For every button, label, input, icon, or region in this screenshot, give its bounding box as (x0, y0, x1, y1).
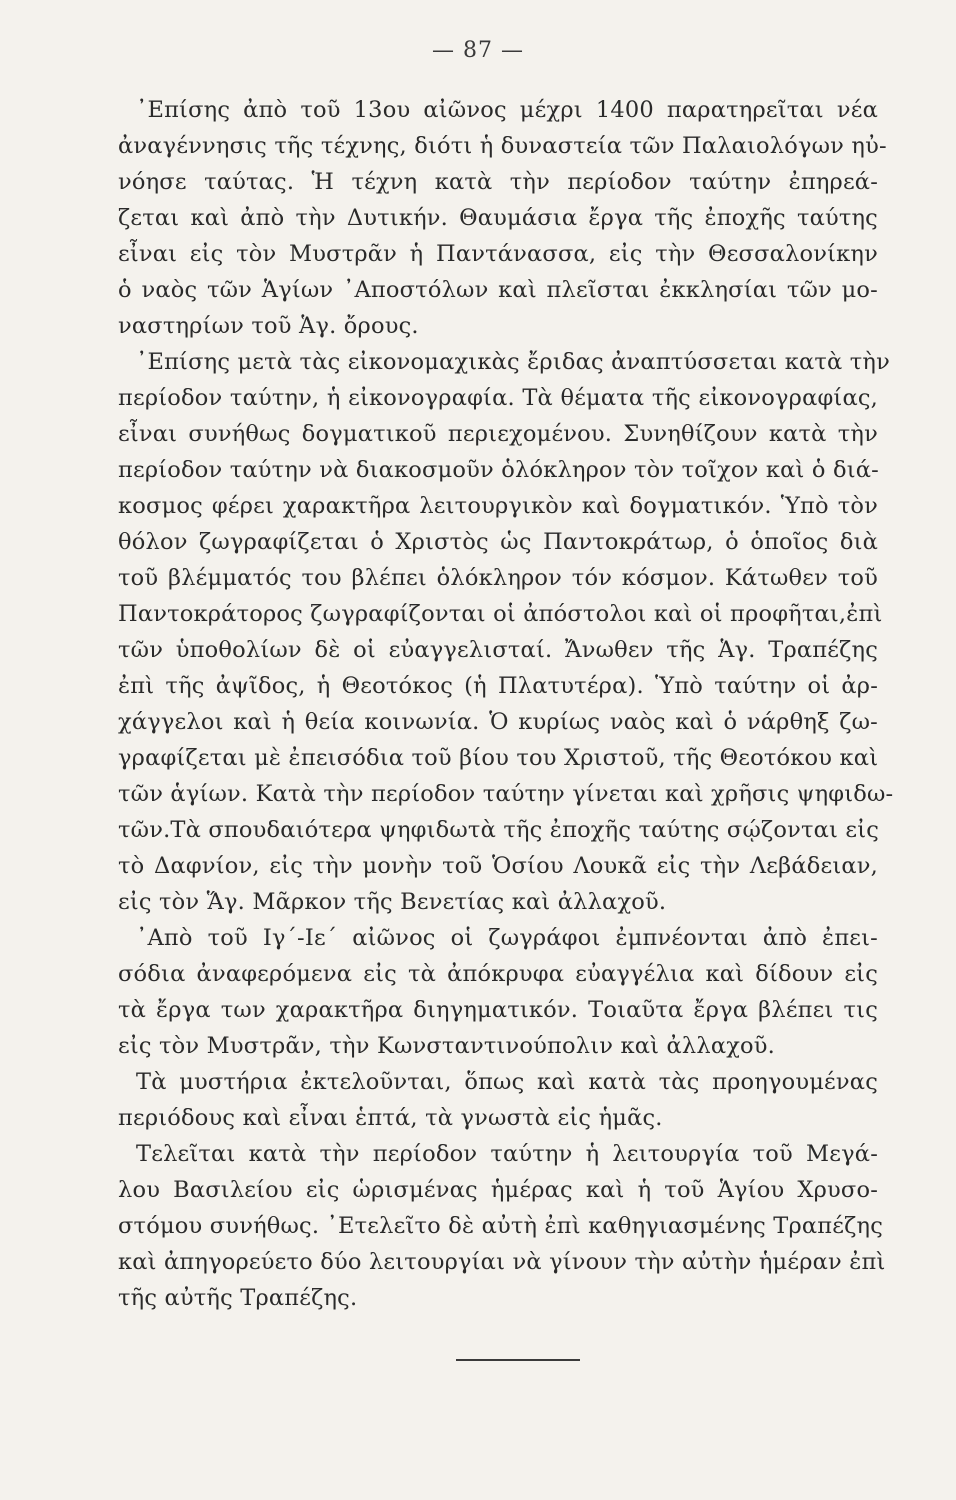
text-line: λου Βασιλείου εἰς ὡρισμένας ἡμέρας καὶ ἡ τοῦ Ἁγίου Χρυσο- (118, 1177, 878, 1203)
section-end-rule (456, 1359, 580, 1361)
text-line: περίοδον ταύτην νὰ διακοσμοῦν ὁλόκληρον τὸν τοῖχον καὶ ὁ διά- (118, 457, 879, 483)
text-line: καὶ ἀπηγορεύετο δύο λειτουργίαι νὰ γίνουν τὴν αὐτὴν ἡμέραν ἐπὶ (118, 1249, 886, 1275)
text-line: ᾿Επίσης μετὰ τὰς εἰκονομαχικὰς ἔριδας ἀναπτύσσεται κατὰ τὴν (136, 349, 890, 375)
page-number: — 87 — (432, 38, 524, 63)
text-line: τῆς αὐτῆς Τραπέζης. (118, 1285, 358, 1311)
text-line: τῶν ἁγίων. Κατὰ τὴν περίοδον ταύτην γίνεται καὶ χρῆσις ψηφιδω- (118, 781, 894, 807)
text-line: κοσμος φέρει χαρακτῆρα λειτουργικὸν καὶ δογματικόν. Ὑπὸ τὸν (118, 493, 878, 519)
text-line: γραφίζεται μὲ ἐπεισόδια τοῦ βίου του Χριστοῦ, τῆς Θεοτόκου καὶ (118, 745, 879, 771)
text-line: ᾿Επίσης ἀπὸ τοῦ 13ου αἰῶνος μέχρι 1400 παρατηρεῖται νέα (136, 97, 878, 123)
text-line: ὁ ναὸς τῶν Ἁγίων ᾿Αποστόλων καὶ πλεῖσται ἐκκλησίαι τῶν μο- (118, 277, 878, 303)
text-line: Παντοκράτορος ζωγραφίζονται οἱ ἀπόστολοι καὶ οἱ προφῆται,ἐπὶ (118, 601, 883, 627)
text-line: εἶναι συνήθως δογματικοῦ περιεχομένου. Συνηθίζουν κατὰ τὴν (118, 421, 878, 447)
text-line: ᾿Απὸ τοῦ Ιγ΄-Ιε΄ αἰῶνος οἱ ζωγράφοι ἐμπνέονται ἀπὸ ἐπει- (136, 925, 878, 951)
text-line: τῶν.Τὰ σπουδαιότερα ψηφιδωτὰ τῆς ἐποχῆς ταύτης σῴζονται εἰς (118, 817, 880, 843)
text-line: ναστηρίων τοῦ Ἁγ. ὄρους. (118, 313, 419, 339)
text-line: τοῦ βλέμματός του βλέπει ὁλόκληρον τόν κόσμον. Κάτωθεν τοῦ (118, 565, 878, 591)
text-line: ζεται καὶ ἀπὸ τὴν Δυτικήν. Θαυμάσια ἔργα τῆς ἐποχῆς ταύτης (118, 205, 878, 231)
text-line: περιόδους καὶ εἶναι ἑπτά, τὰ γνωστὰ εἰς ἡμᾶς. (118, 1105, 663, 1131)
text-line: εἶναι εἰς τὸν Μυστρᾶν ἡ Παντάνασσα, εἰς τὴν Θεσσαλονίκην (118, 241, 878, 267)
text-line: τῶν ὑποθολίων δὲ οἱ εὐαγγελισταί. Ἄνωθεν τῆς Ἁγ. Τραπέζης (118, 637, 878, 663)
text-line: τὸ Δαφνίον, εἰς τὴν μονὴν τοῦ Ὁσίου Λουκᾶ εἰς τὴν Λεβάδειαν, (118, 853, 878, 879)
text-line: Τελεῖται κατὰ τὴν περίοδον ταύτην ἡ λειτουργία τοῦ Μεγά- (136, 1141, 878, 1167)
text-line: τὰ ἔργα των χαρακτῆρα διηγηματικόν. Τοιαῦτα ἔργα βλέπει τις (118, 997, 878, 1023)
text-line: Τὰ μυστήρια ἐκτελοῦνται, ὅπως καὶ κατὰ τὰς προηγουμένας (136, 1069, 878, 1095)
text-line: χάγγελοι καὶ ἡ θεία κοινωνία. Ὁ κυρίως ναὸς καὶ ὁ νάρθηξ ζω- (118, 709, 878, 735)
body-text (118, 92, 894, 1316)
text-line: στόμου συνήθως. ᾿Ετελεῖτο δὲ αὐτὴ ἐπὶ καθηγιασμένης Τραπέζης (118, 1213, 884, 1239)
text-line: εἰς τὸν Ἅγ. Μᾶρκον τῆς Βενετίας καὶ ἀλλαχοῦ. (118, 889, 667, 915)
text-line: περίοδον ταύτην, ἡ εἰκονογραφία. Τὰ θέματα τῆς εἰκονογραφίας, (118, 385, 878, 411)
text-line: θόλον ζωγραφίζεται ὁ Χριστὸς ὡς Παντοκράτωρ, ὁ ὁποῖος διὰ (118, 529, 878, 555)
text-line: εἰς τὸν Μυστρᾶν, τὴν Κωνσταντινούπολιν καὶ ἀλλαχοῦ. (118, 1033, 776, 1059)
text-line: ἀναγέννησις τῆς τέχνης, διότι ἡ δυναστεία τῶν Παλαιολόγων ηὐ- (118, 133, 887, 159)
text-line: νόησε ταύτας. Ἡ τέχνη κατὰ τὴν περίοδον ταύτην ἐπηρεά- (118, 169, 878, 195)
text-line: σόδια ἀναφερόμενα εἰς τὰ ἀπόκρυφα εὐαγγέλια καὶ δίδουν εἰς (118, 961, 878, 987)
text-line: ἐπὶ τῆς ἀψῖδος, ἡ Θεοτόκος (ἡ Πλατυτέρα). Ὑπὸ ταύτην οἱ ἀρ- (118, 673, 878, 699)
